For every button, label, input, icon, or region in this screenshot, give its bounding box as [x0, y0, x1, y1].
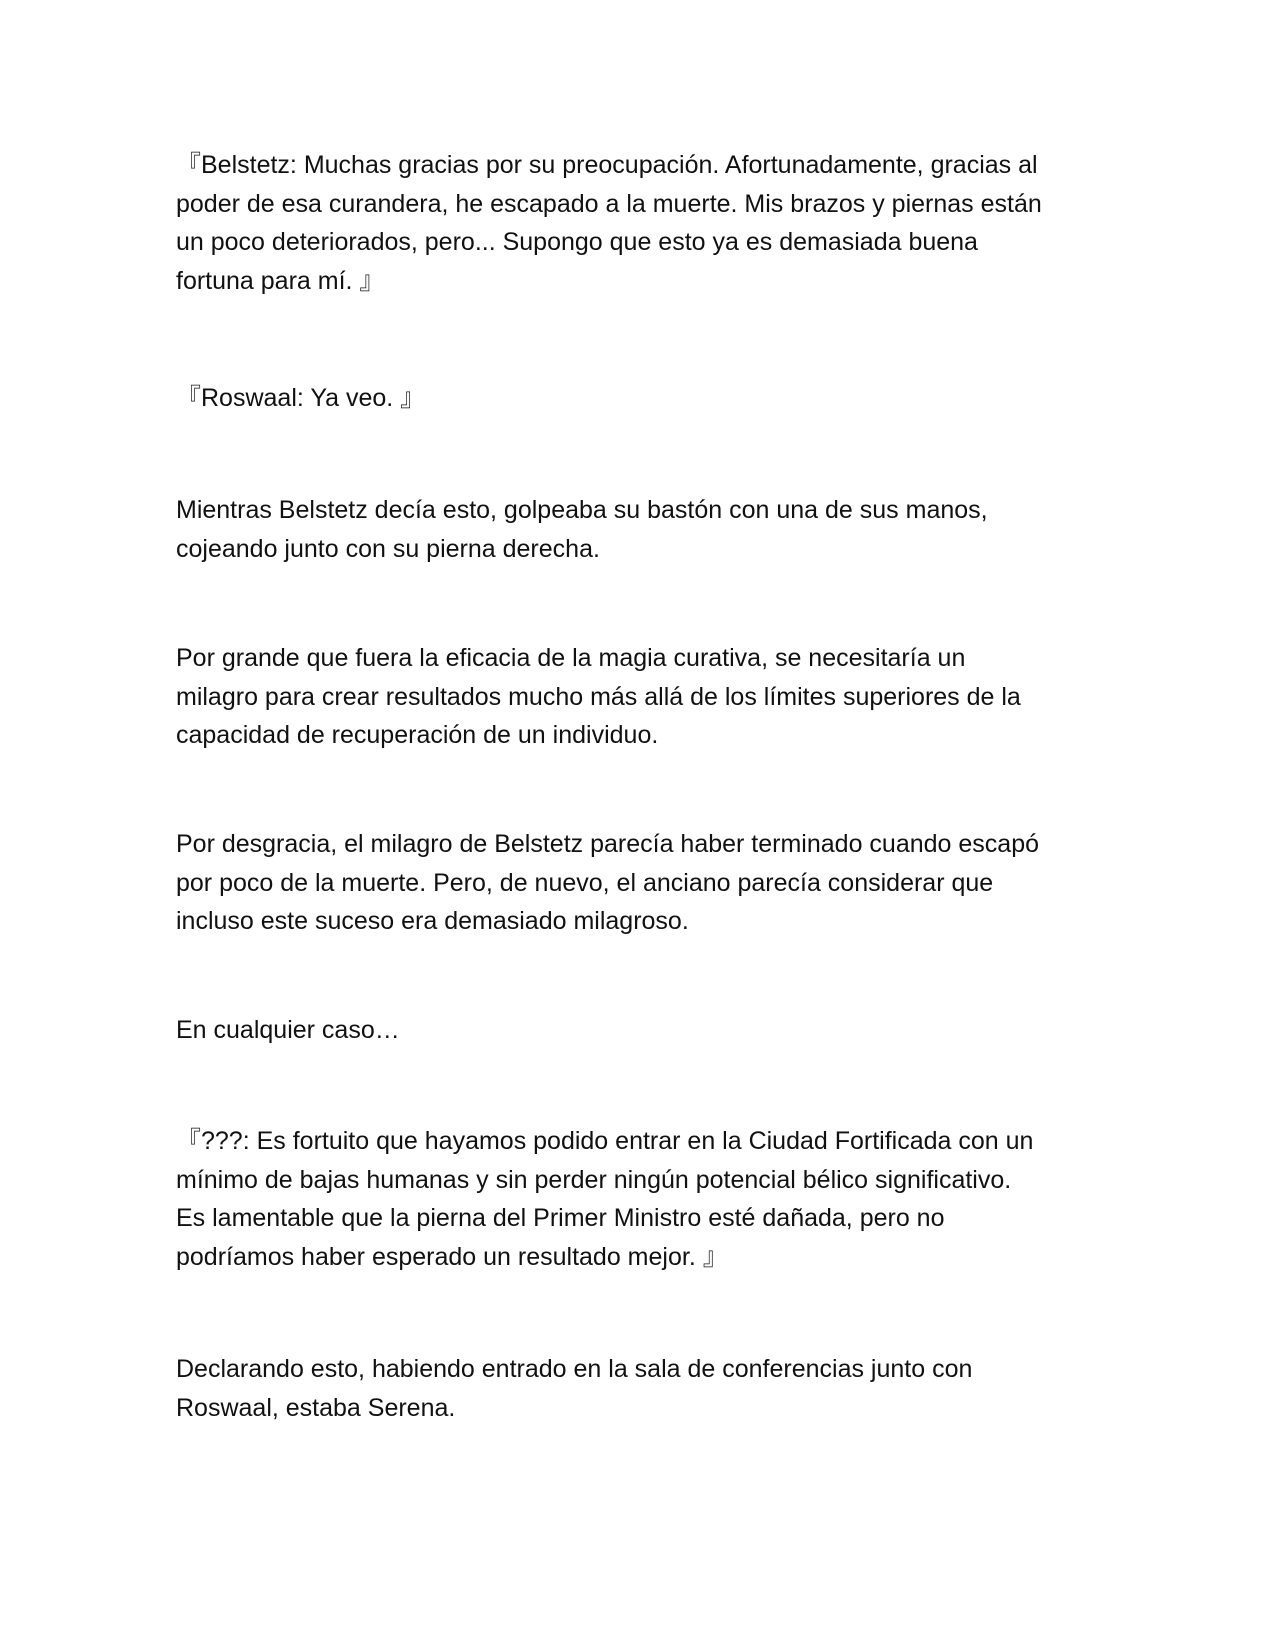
text-line: podríamos haber esperado un resultado mejor. 』 — [176, 1242, 728, 1271]
text-line: 『Belstetz: Muchas gracias por su preocupación. Afortunadamente, gracias al — [176, 151, 1038, 179]
text-line: En cualquier caso… — [176, 1016, 400, 1044]
text-line: milagro para crear resultados mucho más allá de los límites superiores de la — [176, 682, 1021, 711]
text-line: un poco deteriorados, pero... Supongo que esto ya es demasiada buena — [176, 228, 978, 256]
paragraph-narration-4 — [176, 1011, 1096, 1050]
paragraph-narration-1 — [176, 491, 1096, 568]
paragraph-roswaal-dialogue — [176, 379, 1096, 418]
paragraph-narration-5 — [176, 1350, 1096, 1427]
text-line: Por desgracia, el milagro de Belstetz parecía haber terminado cuando escapó — [176, 830, 1040, 858]
text-line: Mientras Belstetz decía esto, golpeaba su bastón con una de sus manos, — [176, 496, 988, 524]
text-line: mínimo de bajas humanas y sin perder ningún potencial bélico significativo. — [176, 1165, 1012, 1194]
text-line: fortuna para mí. 』 — [176, 266, 385, 295]
text-line: Es lamentable que la pierna del Primer Ministro esté dañada, pero no — [176, 1204, 945, 1232]
text-line: por poco de la muerte. Pero, de nuevo, el anciano parecía considerar que — [176, 868, 994, 897]
text-line: Roswaal, estaba Serena. — [176, 1393, 456, 1422]
paragraph-narration-2 — [176, 639, 1096, 755]
text-line: incluso este suceso era demasiado milagroso. — [176, 907, 689, 935]
text-line: poder de esa curandera, he escapado a la muerte. Mis brazos y piernas están — [176, 189, 1042, 218]
text-line: 『Roswaal: Ya veo. 』 — [176, 384, 426, 412]
text-line: Por grande que fuera la eficacia de la magia curativa, se necesitaría un — [176, 644, 966, 672]
paragraph-belstetz-dialogue — [176, 146, 1096, 300]
text-line: Declarando esto, habiendo entrado en la sala de conferencias junto con — [176, 1355, 973, 1383]
text-line: 『???: Es fortuito que hayamos podido entrar en la Ciudad Fortificada con un — [176, 1127, 1034, 1155]
paragraph-unknown-dialogue — [176, 1122, 1096, 1276]
paragraph-narration-3 — [176, 825, 1096, 941]
text-line: capacidad de recuperación de un individuo. — [176, 721, 659, 749]
text-line: cojeando junto con su pierna derecha. — [176, 534, 600, 563]
